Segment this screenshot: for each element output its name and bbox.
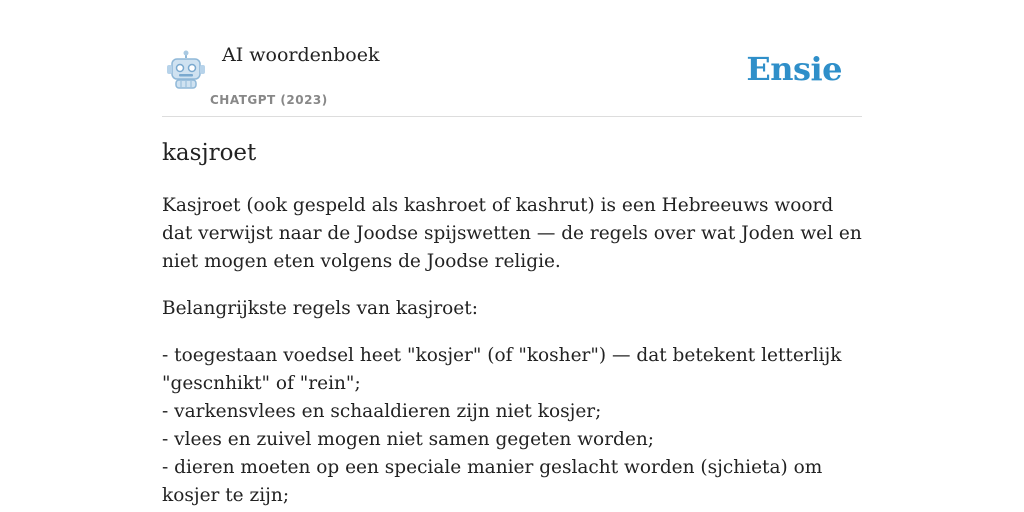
rule-item: - vlees en zuivel mogen niet samen gegeten worden; <box>162 429 654 450</box>
entry-term: kasjroet <box>162 140 257 166</box>
page <box>162 0 862 512</box>
definition-intro: Kasjroet (ook gespeld als kashroet of kashrut) is een Hebreeuws woord dat verwijst naar de Joodse spijswetten — de regels over wat Joden wel en niet mogen eten volgens de Joodse religie. <box>162 195 862 272</box>
rule-item: - varkensvlees en schaaldieren zijn niet kosjer; <box>162 401 602 422</box>
source-subtitle: CHATGPT (2023) <box>210 93 328 107</box>
header <box>162 0 862 117</box>
entry-definition <box>162 192 862 510</box>
source-title[interactable]: AI woordenboek <box>222 44 380 66</box>
rules-heading: Belangrijkste regels van kasjroet: <box>162 298 478 319</box>
rule-item: - dieren moeten op een speciale manier geslacht worden (sjchieta) om kosjer te zijn; <box>162 457 823 506</box>
rules-list <box>162 342 862 510</box>
rule-item: - toegestaan voedsel heet "kosjer" (of "kosher") — dat betekent letterlijk "gescnhikt" of "rein"; <box>162 345 842 394</box>
brand-logo[interactable]: Ensie <box>746 50 842 88</box>
robot-icon <box>166 50 206 90</box>
